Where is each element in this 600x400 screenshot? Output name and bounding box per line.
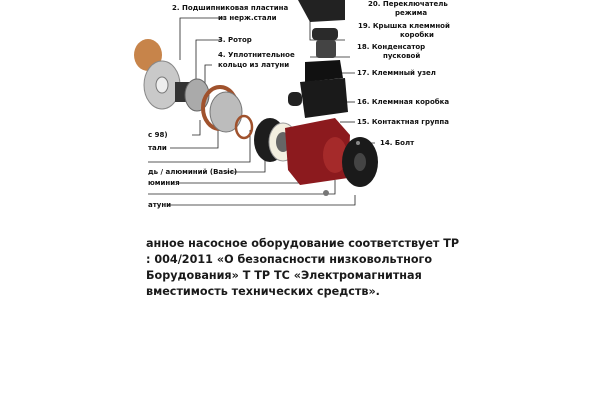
label-cut-b: тали (148, 144, 167, 152)
label-18a: 18. Конденсатор (357, 43, 426, 51)
label-2b: из нерж.стали (218, 14, 277, 22)
paragraph-line: анное насосное оборудование соответствует ТР (146, 237, 460, 250)
label-20b: режима (395, 9, 428, 17)
label-2 (172, 4, 288, 12)
label-3: 3. Ротор (218, 36, 252, 44)
label-19b: коробки (400, 31, 434, 39)
label-20a: 20. Переключатель (368, 0, 448, 8)
label-18b: пусковой (383, 52, 421, 60)
label-4b: кольцо из латуни (218, 61, 290, 69)
label-19a: 19. Крышка клеммной (358, 22, 450, 30)
label-14: 14. Болт (380, 139, 415, 147)
paragraph-line: вместимость технических средств». (146, 285, 380, 298)
label-16: 16. Клеммная коробка (357, 98, 450, 106)
label-cut-f: атуни (148, 201, 172, 209)
label-cut-c: дь / алюминий (Basic) (148, 168, 238, 176)
label-cut-d: юминия (148, 179, 180, 187)
label-15: 15. Контактная группа (357, 118, 449, 126)
label-2-line1: 2. Подшипниковая пластина (172, 4, 289, 12)
compliance-paragraph (146, 236, 460, 300)
paragraph-line: Борудования» Т ТР ТС «Электромагнитная (146, 269, 422, 282)
label-cut-a: с 98) (148, 131, 168, 139)
label-4a: 4. Уплотнительное (218, 51, 295, 59)
paragraph-line: : 004/2011 «О безопасности низковольтного (146, 253, 433, 266)
label-17: 17. Клеммный узел (357, 69, 436, 77)
pump-parts (134, 0, 378, 196)
